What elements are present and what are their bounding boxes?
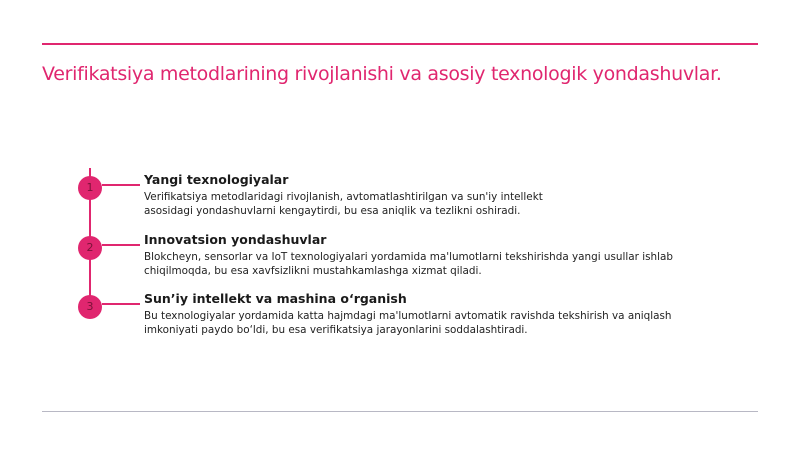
item-body: Blokcheyn, sensorlar va IoT texnologiyalari yordamida ma'lumotlarni tekshirishda yangi usullar ishlab chiqilmoqda, bu esa xavfsizlikni mustahkamlashga xizmat qiladi. bbox=[144, 251, 673, 277]
bottom-divider bbox=[42, 411, 758, 412]
timeline-item-1 bbox=[144, 172, 544, 218]
timeline-node-1: 1 bbox=[78, 176, 102, 200]
timeline-item-3 bbox=[144, 291, 714, 337]
item-body: Verifikatsiya metodlaridagi rivojlanish, avtomatlashtirilgan va sun'iy intellekt asosidagi yondashuvlarni kengaytirdi, bu esa aniqlik va tezlikni oshiradi. bbox=[144, 191, 543, 217]
timeline-item-2 bbox=[144, 232, 714, 278]
timeline-connector-1 bbox=[102, 184, 140, 186]
timeline-node-2: 2 bbox=[78, 236, 102, 260]
timeline-connector-2 bbox=[102, 244, 140, 246]
item-heading: Innovatsion yondashuvlar bbox=[144, 232, 327, 247]
timeline-connector-3 bbox=[102, 303, 140, 305]
item-body: Bu texnologiyalar yordamida katta hajmdagi ma'lumotlarni avtomatik ravishda tekshirish va aniqlash imkoniyati paydo bo‘ldi, bu esa verifikatsiya jarayonlarini soddalashtiradi. bbox=[144, 310, 672, 336]
item-heading: Yangi texnologiyalar bbox=[144, 172, 289, 187]
top-divider bbox=[42, 43, 758, 45]
item-heading: Sun’iy intellekt va mashina o‘rganish bbox=[144, 291, 407, 306]
timeline-node-3: 3 bbox=[78, 295, 102, 319]
slide-title: Verifikatsiya metodlarining rivojlanishi va asosiy texnologik yondashuvlar. bbox=[42, 63, 722, 85]
